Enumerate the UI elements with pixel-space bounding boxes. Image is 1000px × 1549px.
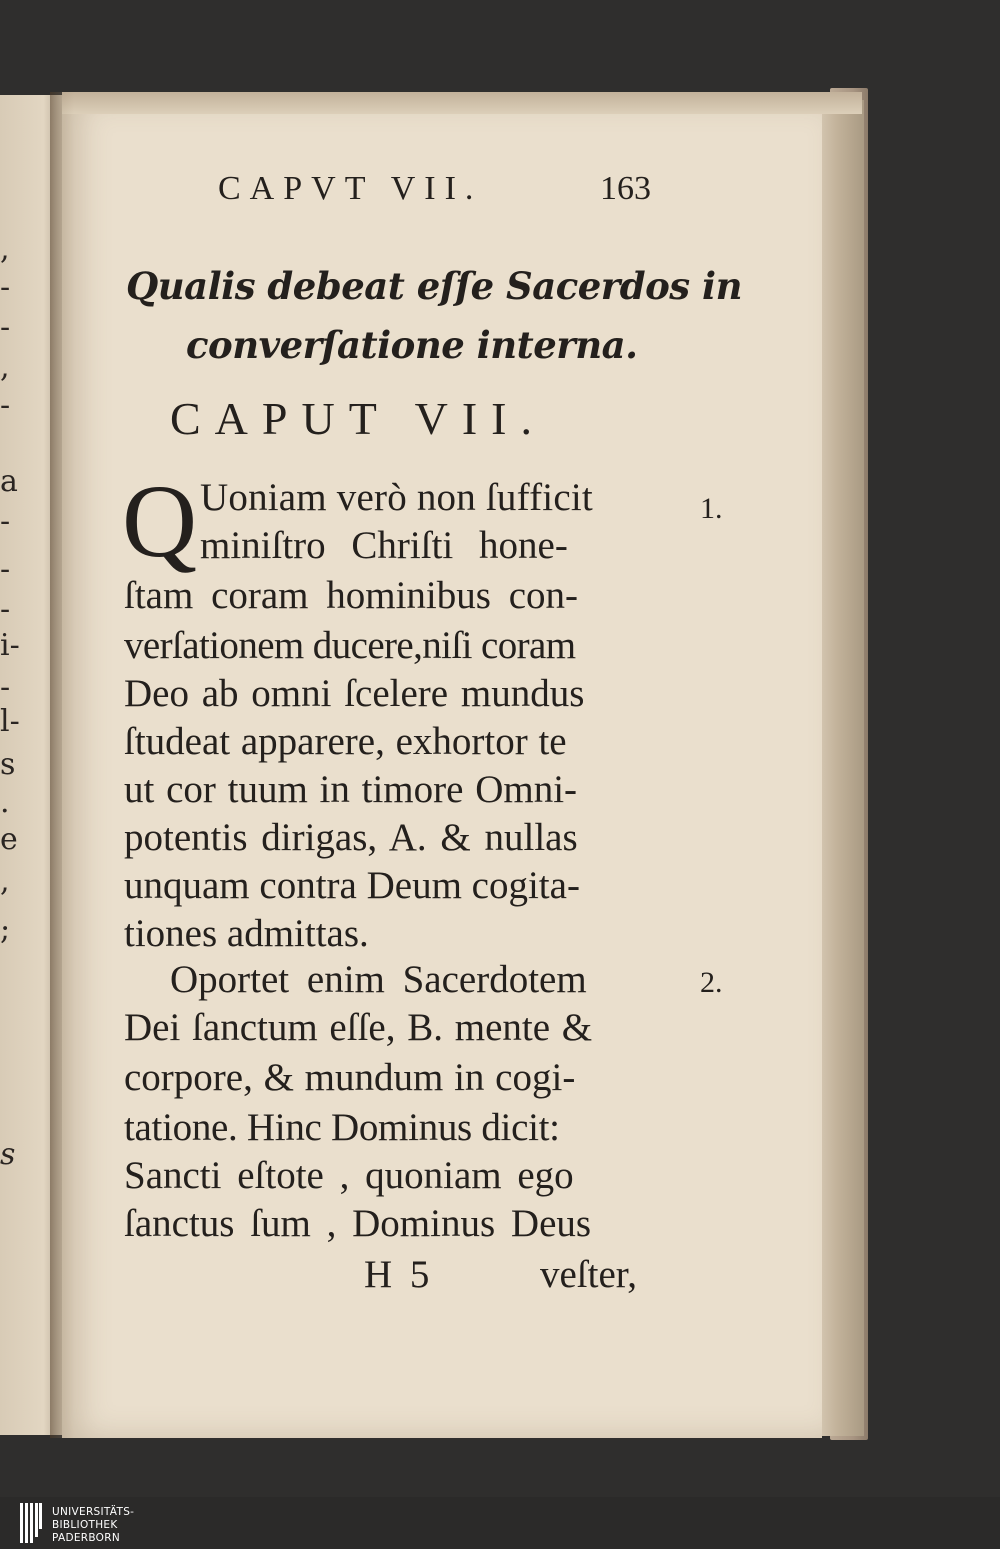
- body-line: tiones admittas.: [124, 912, 369, 955]
- chapter-subtitle-line-2: converſatione interna.: [186, 323, 638, 367]
- catchword: veſter,: [540, 1253, 637, 1296]
- library-name-line-3: PADERBORN: [52, 1532, 120, 1544]
- page-number: 163: [600, 170, 651, 207]
- chapter-subtitle-line-1: Qualis debeat eſſe Sacerdos in: [126, 264, 742, 308]
- library-footer-bar: [0, 1497, 1000, 1549]
- body-line: Uoniam verò non ſufficit: [200, 476, 593, 519]
- left-page-glyph: i-: [0, 628, 20, 663]
- library-name-line-2: BIBLIOTHEK: [52, 1519, 118, 1531]
- page-top-edge: [62, 92, 862, 114]
- left-page-glyph: -: [0, 504, 11, 539]
- library-logo-icon: [20, 1503, 42, 1543]
- body-line: ut cor tuum in timore Omni-: [124, 768, 578, 811]
- left-page-glyph: -: [0, 592, 11, 627]
- running-head: CAPVT VII.: [218, 170, 483, 207]
- left-page-glyph: s: [0, 1137, 16, 1172]
- left-page-glyph: ,: [0, 864, 10, 899]
- left-page-glyph: e: [0, 822, 18, 857]
- left-page-glyph: l-: [0, 704, 20, 739]
- left-page-glyph: -: [0, 310, 11, 345]
- body-line: tatione. Hinc Dominus dicit:: [124, 1106, 560, 1149]
- body-line: corpore, & mundum in cogi-: [124, 1056, 576, 1099]
- left-page-glyph: ,: [0, 232, 10, 267]
- margin-note-2: 2.: [700, 966, 723, 999]
- body-line: verſationem ducere,niſi coram: [124, 624, 576, 667]
- library-name-line-1: UNIVERSITÄTS-: [52, 1506, 135, 1518]
- margin-note-1: 1.: [700, 492, 723, 525]
- left-page-glyph: -: [0, 388, 11, 423]
- signature-mark: H 5: [364, 1253, 430, 1296]
- left-page-glyph: -: [0, 552, 11, 587]
- body-line: Oportet enim Sacerdotem: [170, 958, 587, 1001]
- body-line: Dei ſanctum eſſe, B. mente &: [124, 1006, 593, 1049]
- page-edges: [818, 100, 864, 1436]
- body-line: ſtam coram hominibus con-: [124, 574, 578, 617]
- book-gutter: [50, 92, 74, 1438]
- left-page-glyph: ;: [0, 912, 11, 947]
- left-page-glyph: -: [0, 670, 11, 705]
- body-line: unquam contra Deum cogita-: [124, 864, 580, 907]
- drop-cap: Q: [122, 464, 198, 579]
- body-line: miniſtro Chriſti hone-: [200, 524, 568, 567]
- chapter-heading: CAPUT VII.: [170, 393, 546, 444]
- left-page-glyph: ,: [0, 350, 10, 385]
- body-line: ſanctus ſum , Dominus Deus: [124, 1202, 592, 1245]
- left-page-glyph: a: [0, 464, 18, 499]
- body-line: Sancti eſtote , quoniam ego: [124, 1154, 574, 1197]
- left-page-glyph: -: [0, 270, 11, 305]
- body-line: potentis dirigas, A. & nullas: [124, 816, 578, 859]
- body-line: Deo ab omni ſcelere mundus: [124, 672, 585, 715]
- left-page-glyph: s: [0, 747, 16, 782]
- body-line: ſtudeat apparere, exhortor te: [124, 720, 567, 763]
- left-page-glyph: .: [0, 785, 10, 820]
